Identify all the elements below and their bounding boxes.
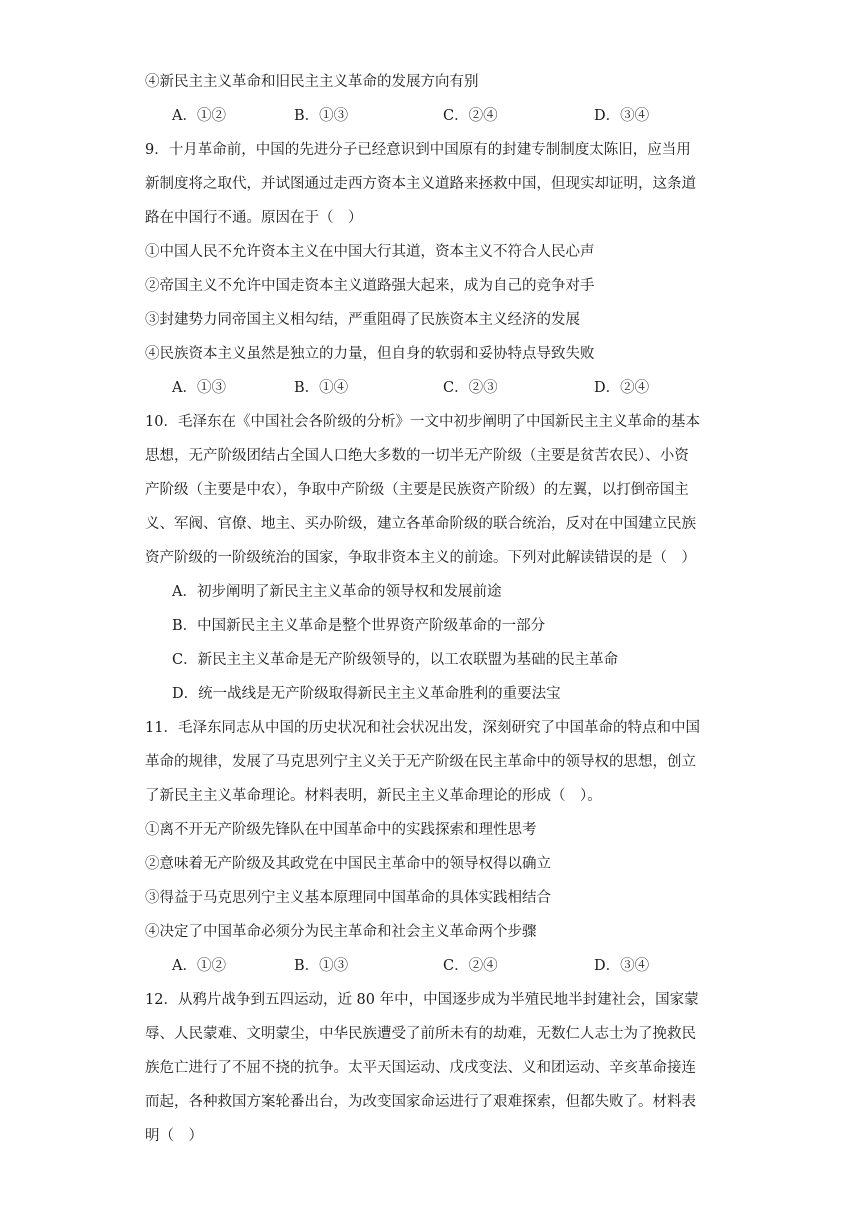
q9-option-d: D．②④ bbox=[594, 380, 650, 396]
q8-option-a: A．①② bbox=[172, 108, 226, 124]
q9-stem-line-1: 9．十月革命前，中国的先进分子已经意识到中国原有的封建专制制度太陈旧，应当用 bbox=[145, 142, 691, 158]
q12-stem-line-3: 族危亡进行了不屈不挠的抗争。太平天国运动、戊戌变法、义和团运动、辛亥革命接连 bbox=[145, 1060, 696, 1076]
q11-option-c: C．②④ bbox=[443, 958, 498, 974]
q8-statement-4: ④新民主主义革命和旧民主主义革命的发展方向有别 bbox=[145, 74, 479, 90]
q11-statement-3: ③得益于马克思列宁主义基本原理同中国革命的具体实践相结合 bbox=[145, 890, 551, 906]
q10-choice-d: D．统一战线是无产阶级取得新民主主义革命胜利的重要法宝 bbox=[172, 686, 561, 702]
q9-stem-line-3: 路在中国行不通。原因在于（ ） bbox=[145, 210, 363, 226]
q9-statement-3: ③封建势力同帝国主义相勾结，严重阻碍了民族资本主义经济的发展 bbox=[145, 312, 580, 328]
q12-stem-line-2: 辱、人民蒙难、文明蒙尘，中华民族遭受了前所未有的劫难，无数仁人志士为了挽救民 bbox=[145, 1026, 696, 1042]
q9-option-c: C．②③ bbox=[443, 380, 498, 396]
q8-option-c: C．②④ bbox=[443, 108, 498, 124]
q10-stem-line-3: 产阶级（主要是中农），争取中产阶级（主要是民族资产阶级）的左翼，以打倒帝国主 bbox=[145, 482, 689, 498]
q10-stem-line-1: 10．毛泽东在《中国社会各阶级的分析》一文中初步阐明了中国新民主主义革命的基本 bbox=[145, 414, 700, 430]
q8-option-d: D．③④ bbox=[594, 108, 650, 124]
q12-stem-line-4: 而起，各种救国方案轮番出台，为改变国家命运进行了艰难探索，但都失败了。材料表 bbox=[145, 1094, 696, 1110]
q9-option-a: A．①③ bbox=[172, 380, 226, 396]
q9-option-b: B．①④ bbox=[294, 380, 349, 396]
q10-stem-line-4: 义、军阀、官僚、地主、买办阶级，建立各革命阶级的联合统治，反对在中国建立民族 bbox=[145, 516, 696, 532]
q11-statement-1: ①离不开无产阶级先锋队在中国革命中的实践探索和理性思考 bbox=[145, 822, 537, 838]
q12-stem-line-5: 明（ ） bbox=[145, 1128, 203, 1144]
q11-stem-line-1: 11．毛泽东同志从中国的历史状况和社会状况出发，深刻研究了中国革命的特点和中国 bbox=[145, 720, 700, 736]
q11-stem-line-2: 革命的规律，发展了马克思列宁主义关于无产阶级在民主革命中的领导权的思想，创立 bbox=[145, 754, 696, 770]
q9-options bbox=[172, 378, 732, 398]
q10-stem-line-5: 资产阶级的一阶级统治的国家，争取非资本主义的前途。下列对此解读错误的是（ ） bbox=[145, 550, 696, 566]
q11-stem-line-3: 了新民主主义革命理论。材料表明，新民主主义革命理论的形成（ ）。 bbox=[145, 788, 602, 804]
q11-option-a: A．①② bbox=[172, 958, 226, 974]
q11-option-b: B．①③ bbox=[294, 958, 349, 974]
q11-option-d: D．③④ bbox=[594, 958, 650, 974]
q10-stem-line-2: 思想，无产阶级团结占全国人口绝大多数的一切半无产阶级（主要是贫苦农民）、小资 bbox=[145, 448, 689, 464]
q11-statement-2: ②意味着无产阶级及其政党在中国民主革命中的领导权得以确立 bbox=[145, 856, 551, 872]
q10-choice-b: B．中国新民主主义革命是整个世界资产阶级革命的一部分 bbox=[172, 618, 546, 634]
q11-statement-4: ④决定了中国革命必须分为民主革命和社会主义革命两个步骤 bbox=[145, 924, 537, 940]
q12-stem-line-1: 12．从鸦片战争到五四运动，近 80 年中，中国逐步成为半殖民地半封建社会，国家蒙 bbox=[145, 992, 699, 1008]
q9-statement-1: ①中国人民不允许资本主义在中国大行其道，资本主义不符合人民心声 bbox=[145, 244, 595, 260]
q8-option-b: B．①③ bbox=[294, 108, 349, 124]
q10-choice-c: C．新民主主义革命是无产阶级领导的，以工农联盟为基础的民主革命 bbox=[172, 652, 619, 668]
q8-options bbox=[172, 106, 732, 126]
q11-options bbox=[172, 956, 732, 976]
q9-stem-line-2: 新制度将之取代，并试图通过走西方资本主义道路来拯救中国，但现实却证明，这条道 bbox=[145, 176, 696, 192]
q10-choice-a: A．初步阐明了新民主主义革命的领导权和发展前途 bbox=[172, 584, 502, 600]
q9-statement-2: ②帝国主义不允许中国走资本主义道路强大起来，成为自己的竞争对手 bbox=[145, 278, 595, 294]
q9-statement-4: ④民族资本主义虽然是独立的力量，但自身的软弱和妥协特点导致失败 bbox=[145, 346, 595, 362]
